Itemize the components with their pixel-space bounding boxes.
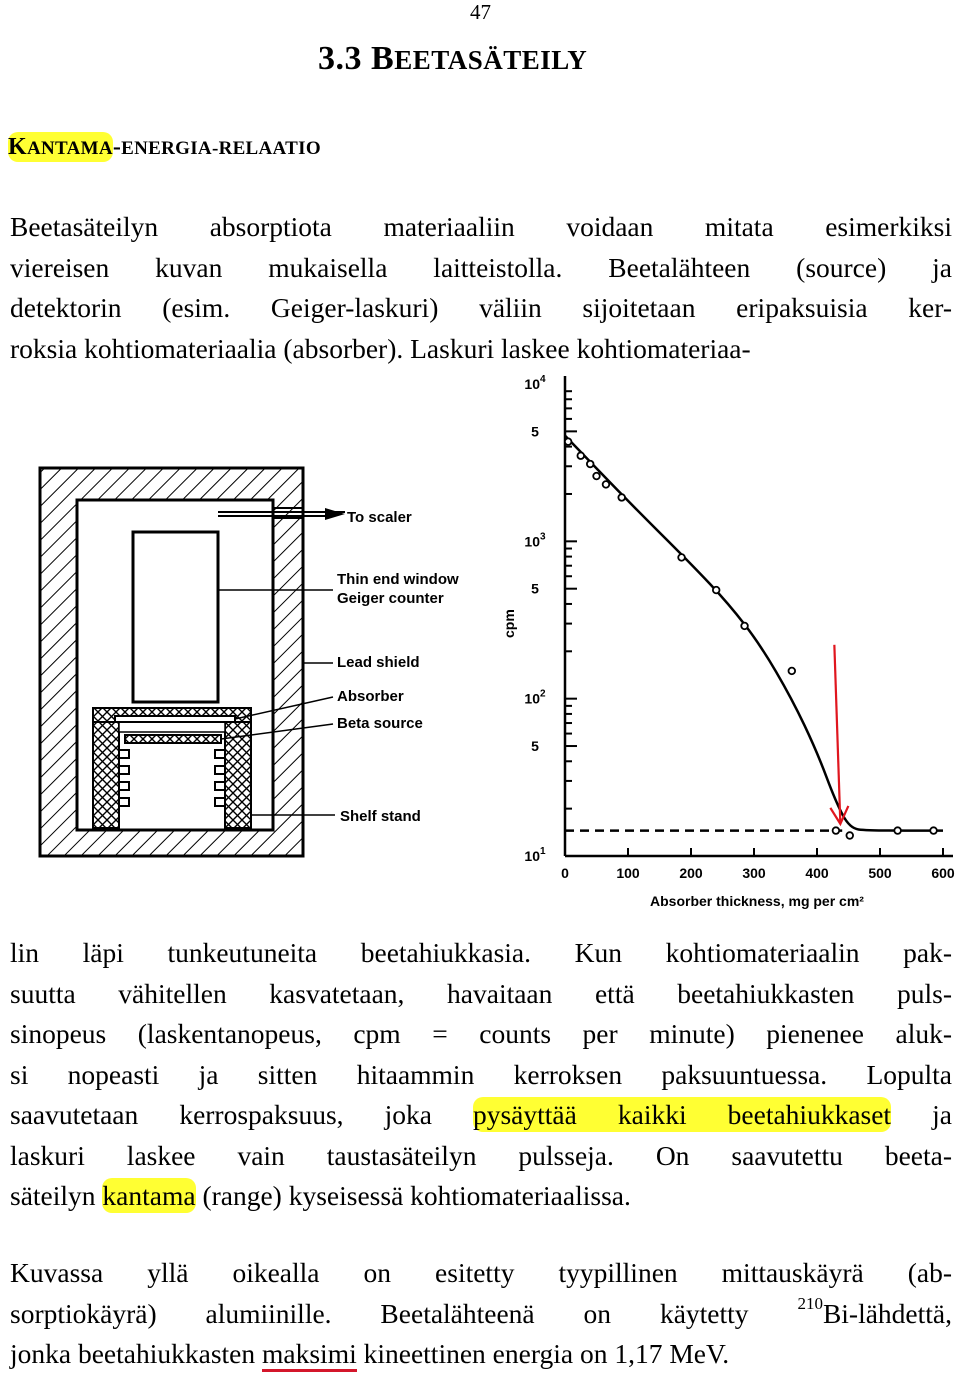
- underline-maximum: maksimi: [262, 1338, 357, 1372]
- intro-line-4: roksia kohtiomateriaalia (absorber). Laskuri laskee kohtiomateriaa-: [10, 332, 751, 364]
- absorption-chart: [490, 368, 960, 916]
- y-tick-exponent: 4: [540, 374, 546, 385]
- label-lead-shield: Lead shield: [337, 654, 420, 671]
- section-heading: [318, 40, 587, 78]
- outro-line-3a: jonka beetahiukkasten: [10, 1338, 262, 1369]
- data-point: [930, 827, 937, 834]
- y-tick-exponent: 3: [540, 531, 546, 543]
- body-line-5: [10, 1095, 952, 1136]
- body-line-4: si nopeasti ja sitten hitaammin kerroksen paksuuntuessa. Lopulta: [10, 1058, 952, 1090]
- outro-line-3b: kineettinen energia on 1,17 MeV.: [356, 1338, 730, 1369]
- body-line-6: laskuri laskee vain taustasäteilyn pulsseja. On saavutettu beeta-: [10, 1139, 952, 1171]
- y-tick-label: $10^2$: [524, 688, 546, 707]
- subheading-highlight: [8, 132, 113, 162]
- data-point: [833, 827, 840, 834]
- intro-line-3: detektorin (esim. Geiger-laskuri) väliin sijoitetaan eripaksuisia ker-: [10, 292, 952, 323]
- data-point: [846, 832, 853, 839]
- outro-line-1: Kuvassa yllä oikealla on esitetty tyypillinen mittauskäyrä (ab-: [10, 1257, 952, 1288]
- x-tick-label: 400: [805, 865, 829, 881]
- x-tick-label: 500: [868, 865, 892, 881]
- heading-number: 3.3: [318, 40, 371, 77]
- body-line-7: [10, 1176, 952, 1217]
- highlight-stops-all: pysäyttää kaikki beetahiukkaset: [472, 1099, 892, 1130]
- x-tick-label: 200: [679, 865, 703, 881]
- scaler-arrow-icon: [325, 508, 345, 520]
- x-tick-label: 300: [742, 865, 766, 881]
- body-line-7b: (range) kyseisessä kohtiomateriaalissa.: [195, 1180, 631, 1211]
- data-point: [894, 827, 901, 834]
- y-tick-label: 5: [531, 423, 539, 440]
- intro-line-2: viereisen kuvan mukaisella laitteistolla. Beetalähteen (source) ja: [10, 251, 952, 283]
- y-tick-exponent: 1: [540, 846, 546, 857]
- intro-line-1: Beetasäteilyn absorptiota materiaaliin voidaan mitata esimerkiksi: [10, 211, 952, 242]
- y-tick-label: $10^4$: [524, 374, 546, 392]
- data-point: [741, 623, 748, 630]
- page-number: 47: [470, 0, 491, 24]
- subheading-rest: ENERGIA-RELAATIO: [121, 138, 321, 159]
- shelf-stand: [93, 708, 251, 828]
- absorber-plate: [115, 716, 235, 722]
- body-line-5a: saavutetaan kerrospaksuus, joka: [10, 1099, 473, 1130]
- intro-paragraph: [10, 207, 952, 369]
- highlight-range: kantama: [102, 1180, 196, 1211]
- data-point: [593, 473, 600, 480]
- label-absorber: Absorber: [337, 688, 404, 705]
- subheading-initial: K: [8, 134, 27, 160]
- outro-line-2b: Bi-lähdettä,: [822, 1297, 952, 1329]
- data-point: [789, 668, 796, 675]
- label-beta-source: Beta source: [337, 715, 423, 732]
- tick-labels: [524, 374, 954, 881]
- data-point: [587, 461, 594, 468]
- y-tick-label: $10^3$: [524, 531, 546, 550]
- label-to-scaler: To scaler: [347, 509, 412, 526]
- chart-axes: [565, 376, 953, 856]
- outro-line-2a: sorptiokäyrä) alumiinille. Beetalähteenä on käytetty: [10, 1297, 798, 1329]
- geiger-counter: [133, 532, 218, 702]
- body-line-7a: säteilyn: [10, 1180, 103, 1211]
- body-line-2: suutta vähitellen kasvatetaan, havaitaan että beetahiukkasten puls-: [10, 977, 952, 1009]
- outro-paragraph: [10, 1253, 952, 1375]
- x-axis-label: Absorber thickness, mg per cm²: [650, 893, 864, 909]
- apparatus-diagram: [35, 460, 500, 880]
- body-line-1: lin läpi tunkeutuneita beetahiukkasia. Kun kohtiomateriaalin pak-: [10, 937, 952, 968]
- subheading-highlight-rest: ANTAMA: [26, 138, 113, 159]
- data-point: [618, 494, 625, 501]
- y-axis-label: cpm: [501, 609, 517, 638]
- y-tick-label: 5: [531, 738, 539, 755]
- subheading: [8, 134, 321, 161]
- data-point: [577, 452, 584, 459]
- isotope-mass-number: 210: [797, 1293, 823, 1313]
- beta-source: [125, 735, 221, 743]
- data-point: [565, 438, 572, 445]
- data-point: [713, 587, 720, 594]
- subheading-dash: -: [112, 134, 122, 160]
- x-tick-label: 600: [931, 865, 955, 881]
- body-paragraph: [10, 933, 952, 1217]
- heading-rest: EETASÄTEILY: [394, 45, 588, 75]
- body-line-5b: ja: [891, 1099, 952, 1130]
- data-points: [565, 438, 937, 838]
- y-tick-label: $10^1$: [524, 846, 546, 864]
- x-tick-label: 100: [616, 865, 640, 881]
- data-point: [678, 554, 685, 561]
- label-shelf-stand: Shelf stand: [340, 808, 421, 825]
- body-line-3: sinopeus (laskentanopeus, cpm = counts per minute) pienenee aluk-: [10, 1018, 952, 1049]
- outro-line-3: [10, 1334, 952, 1375]
- y-tick-label: 5: [531, 580, 539, 597]
- heading-initial: B: [371, 40, 395, 77]
- outro-line-2: [10, 1294, 952, 1335]
- label-geiger: Geiger counter: [337, 590, 444, 607]
- label-window: Thin end window: [337, 571, 459, 588]
- x-tick-label: 0: [561, 865, 569, 881]
- data-point: [603, 481, 610, 488]
- y-tick-exponent: 2: [540, 688, 546, 700]
